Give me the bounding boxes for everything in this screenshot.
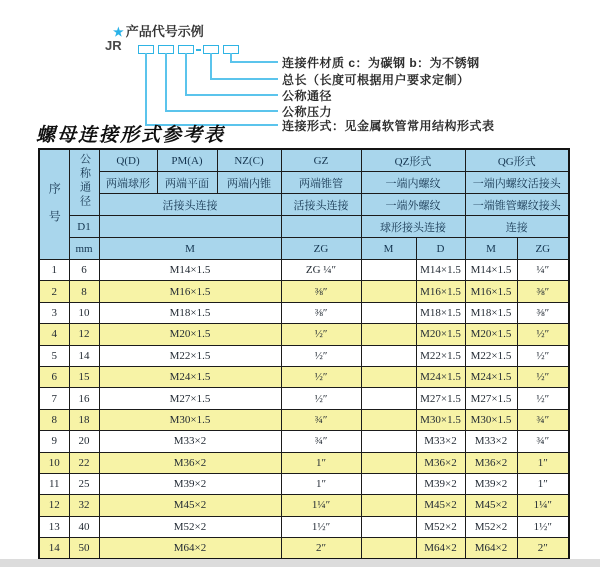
cell-qz-m xyxy=(361,260,416,281)
cell-qg-m: M27×1.5 xyxy=(465,388,517,409)
cell-m: M16×1.5 xyxy=(99,281,281,302)
cell-qg-zg: ⅜″ xyxy=(517,302,569,323)
cell-seq: 10 xyxy=(39,452,69,473)
cell-gz: ½″ xyxy=(281,324,361,345)
header-d1: D1 xyxy=(69,216,99,238)
cell-m: M20×1.5 xyxy=(99,324,281,345)
cell-qg-zg: ½″ xyxy=(517,388,569,409)
cell-m: M36×2 xyxy=(99,452,281,473)
cell-m: M22×1.5 xyxy=(99,345,281,366)
cell-m: M27×1.5 xyxy=(99,388,281,409)
cell-dn: 14 xyxy=(69,345,99,366)
cell-qg-m: M22×1.5 xyxy=(465,345,517,366)
cell-dn: 25 xyxy=(69,473,99,494)
header-seq xyxy=(39,149,69,260)
cell-qg-m: M18×1.5 xyxy=(465,302,517,323)
code-dash xyxy=(196,49,201,51)
cell-m: M39×2 xyxy=(99,473,281,494)
leader-line-v-3 xyxy=(185,53,187,96)
cell-qz-d: M36×2 xyxy=(416,452,465,473)
cell-qz-d: M27×1.5 xyxy=(416,388,465,409)
header-row-5 xyxy=(39,238,569,260)
cell-seq: 9 xyxy=(39,431,69,452)
header-qz-conn: 球形接头连接 xyxy=(361,216,465,238)
cell-qz-m xyxy=(361,452,416,473)
cell-seq: 2 xyxy=(39,281,69,302)
cell-qz-d: M22×1.5 xyxy=(416,345,465,366)
header-unit-qz-m: M xyxy=(361,238,416,260)
table-row xyxy=(39,324,569,345)
header-col-qg: QG形式 xyxy=(465,149,569,172)
leader-line-v-2 xyxy=(165,53,167,112)
table-row xyxy=(39,473,569,494)
cell-qg-zg: ½″ xyxy=(517,345,569,366)
diagram-heading xyxy=(113,21,204,40)
cell-qg-zg: 1¼″ xyxy=(517,495,569,516)
cell-qz-m xyxy=(361,516,416,537)
header-unit-m: M xyxy=(99,238,281,260)
header-qg-conn: 连接 xyxy=(465,216,569,238)
table-row xyxy=(39,452,569,473)
cell-qz-d: M20×1.5 xyxy=(416,324,465,345)
header-qg-desc1: 一端内螺纹活接头 xyxy=(465,172,569,194)
table-row xyxy=(39,409,569,430)
cell-dn: 50 xyxy=(69,538,99,560)
header-qz-desc2: 一端外螺纹 xyxy=(361,194,465,216)
cell-seq: 8 xyxy=(39,409,69,430)
cell-qz-d: M45×2 xyxy=(416,495,465,516)
cell-qz-d: M16×1.5 xyxy=(416,281,465,302)
cell-qg-m: M16×1.5 xyxy=(465,281,517,302)
cell-qg-zg: 1″ xyxy=(517,452,569,473)
cell-dn: 8 xyxy=(69,281,99,302)
header-empty-gz xyxy=(281,216,361,238)
cell-seq: 1 xyxy=(39,260,69,281)
cell-qz-m xyxy=(361,409,416,430)
table-row xyxy=(39,495,569,516)
star-icon: ★ xyxy=(113,25,124,39)
cell-dn: 18 xyxy=(69,409,99,430)
cell-m: M64×2 xyxy=(99,538,281,560)
cell-seq: 7 xyxy=(39,388,69,409)
cell-qz-m xyxy=(361,538,416,560)
leader-line-v-1 xyxy=(145,53,147,126)
cell-qz-m xyxy=(361,366,416,387)
cell-qg-zg: 1½″ xyxy=(517,516,569,537)
header-dn xyxy=(69,149,99,216)
header-unit-qg-zg: ZG xyxy=(517,238,569,260)
header-q-desc: 两端球形 xyxy=(99,172,157,194)
cell-qg-m: M36×2 xyxy=(465,452,517,473)
cell-gz: 1″ xyxy=(281,473,361,494)
cell-qg-m: M14×1.5 xyxy=(465,260,517,281)
header-unit-qz-d: D xyxy=(416,238,465,260)
cell-qz-d: M14×1.5 xyxy=(416,260,465,281)
cell-qg-zg: ½″ xyxy=(517,366,569,387)
leader-line-h-2 xyxy=(165,110,278,112)
label-nominal-diameter: 公称通径 xyxy=(282,89,333,103)
cell-gz: ½″ xyxy=(281,388,361,409)
header-unit-zg: ZG xyxy=(281,238,361,260)
code-prefix: JR xyxy=(105,38,122,53)
cell-qg-zg: 1″ xyxy=(517,473,569,494)
cell-dn: 40 xyxy=(69,516,99,537)
cell-dn: 6 xyxy=(69,260,99,281)
leader-line-h-5 xyxy=(230,61,278,63)
diagram-heading-text: 产品代号示例 xyxy=(125,24,204,39)
header-row-4 xyxy=(39,216,569,238)
header-dn-label: 公称通径 xyxy=(78,153,91,209)
cell-m: M30×1.5 xyxy=(99,409,281,430)
cell-qz-d: M33×2 xyxy=(416,431,465,452)
cell-m: M24×1.5 xyxy=(99,366,281,387)
header-seq-label: 序号 xyxy=(47,182,62,238)
cell-qz-m xyxy=(361,495,416,516)
cell-qz-m xyxy=(361,302,416,323)
header-empty-m xyxy=(99,216,281,238)
header-col-gz: GZ xyxy=(281,149,361,172)
leader-line-h-3 xyxy=(185,94,278,96)
label-nominal-pressure: 公称压力 xyxy=(282,105,333,119)
cell-qz-d: M39×2 xyxy=(416,473,465,494)
cell-qz-d: M30×1.5 xyxy=(416,409,465,430)
cell-gz: 1″ xyxy=(281,452,361,473)
header-col-pm: PM(A) xyxy=(157,149,217,172)
header-nz-desc: 两端内锥 xyxy=(217,172,281,194)
cell-qz-m xyxy=(361,388,416,409)
cell-dn: 16 xyxy=(69,388,99,409)
cell-dn: 12 xyxy=(69,324,99,345)
cell-qg-zg: ⅜″ xyxy=(517,281,569,302)
cell-seq: 11 xyxy=(39,473,69,494)
cell-seq: 3 xyxy=(39,302,69,323)
cell-seq: 6 xyxy=(39,366,69,387)
cell-dn: 22 xyxy=(69,452,99,473)
label-connector-material: 连接件材质 c：为碳钢 b：为不锈钢 xyxy=(282,56,480,70)
header-pm-desc: 两端平面 xyxy=(157,172,217,194)
cell-qz-d: M64×2 xyxy=(416,538,465,560)
table-row xyxy=(39,516,569,537)
cell-qg-m: M64×2 xyxy=(465,538,517,560)
label-connection-form: 连接形式：见金属软管常用结构形式表 xyxy=(282,119,495,133)
cell-seq: 5 xyxy=(39,345,69,366)
header-union-desc: 活接头连接 xyxy=(99,194,281,216)
table-row xyxy=(39,366,569,387)
cell-qz-d: M52×2 xyxy=(416,516,465,537)
cell-gz: ¾″ xyxy=(281,431,361,452)
header-row-1 xyxy=(39,149,569,172)
table-row xyxy=(39,260,569,281)
cell-qg-m: M39×2 xyxy=(465,473,517,494)
header-qg-desc2: 一端锥管螺纹接头 xyxy=(465,194,569,216)
cell-qg-m: M24×1.5 xyxy=(465,366,517,387)
table-row xyxy=(39,302,569,323)
cell-seq: 14 xyxy=(39,538,69,560)
table-row xyxy=(39,431,569,452)
cell-dn: 32 xyxy=(69,495,99,516)
page-bottom-edge xyxy=(0,559,600,567)
cell-gz: ¾″ xyxy=(281,409,361,430)
cell-qg-m: M20×1.5 xyxy=(465,324,517,345)
table-title: 螺母连接形式参考表 xyxy=(36,124,226,146)
cell-qz-m xyxy=(361,345,416,366)
cell-m: M18×1.5 xyxy=(99,302,281,323)
header-col-nz: NZ(C) xyxy=(217,149,281,172)
nut-connection-table xyxy=(38,148,570,560)
cell-qg-m: M33×2 xyxy=(465,431,517,452)
header-qz-desc1: 一端内螺纹 xyxy=(361,172,465,194)
cell-qg-zg: ¼″ xyxy=(517,260,569,281)
cell-qg-zg: 2″ xyxy=(517,538,569,560)
cell-qg-zg: ¾″ xyxy=(517,409,569,430)
cell-dn: 20 xyxy=(69,431,99,452)
cell-qg-m: M45×2 xyxy=(465,495,517,516)
cell-gz: ZG ¼″ xyxy=(281,260,361,281)
cell-gz: 1¼″ xyxy=(281,495,361,516)
header-unit-qg-m: M xyxy=(465,238,517,260)
cell-gz: ½″ xyxy=(281,366,361,387)
cell-qz-m xyxy=(361,324,416,345)
cell-gz: 1½″ xyxy=(281,516,361,537)
header-col-qz: QZ形式 xyxy=(361,149,465,172)
header-row-2 xyxy=(39,172,569,194)
cell-seq: 12 xyxy=(39,495,69,516)
cell-m: M52×2 xyxy=(99,516,281,537)
cell-qz-m xyxy=(361,473,416,494)
table-row xyxy=(39,538,569,560)
cell-m: M14×1.5 xyxy=(99,260,281,281)
cell-qg-m: M30×1.5 xyxy=(465,409,517,430)
cell-qg-zg: ½″ xyxy=(517,324,569,345)
cell-dn: 10 xyxy=(69,302,99,323)
cell-seq: 4 xyxy=(39,324,69,345)
header-row-3 xyxy=(39,194,569,216)
cell-m: M33×2 xyxy=(99,431,281,452)
cell-gz: ⅜″ xyxy=(281,281,361,302)
header-mm: mm xyxy=(69,238,99,260)
cell-gz: ½″ xyxy=(281,345,361,366)
cell-seq: 13 xyxy=(39,516,69,537)
cell-dn: 15 xyxy=(69,366,99,387)
label-total-length: 总长（长度可根据用户要求定制） xyxy=(282,73,470,87)
header-gz-union-desc: 活接头连接 xyxy=(281,194,361,216)
cell-qz-d: M24×1.5 xyxy=(416,366,465,387)
cell-qz-d: M18×1.5 xyxy=(416,302,465,323)
leader-line-v-4 xyxy=(210,53,212,80)
cell-qz-m xyxy=(361,281,416,302)
cell-qz-m xyxy=(361,431,416,452)
cell-qg-m: M52×2 xyxy=(465,516,517,537)
cell-m: M45×2 xyxy=(99,495,281,516)
cell-gz: 2″ xyxy=(281,538,361,560)
table-row xyxy=(39,388,569,409)
header-col-q: Q(D) xyxy=(99,149,157,172)
header-gz-desc: 两端锥管 xyxy=(281,172,361,194)
table-row xyxy=(39,281,569,302)
cell-qg-zg: ¾″ xyxy=(517,431,569,452)
leader-line-h-4 xyxy=(210,78,278,80)
cell-gz: ⅜″ xyxy=(281,302,361,323)
table-row xyxy=(39,345,569,366)
table-body xyxy=(39,260,569,560)
